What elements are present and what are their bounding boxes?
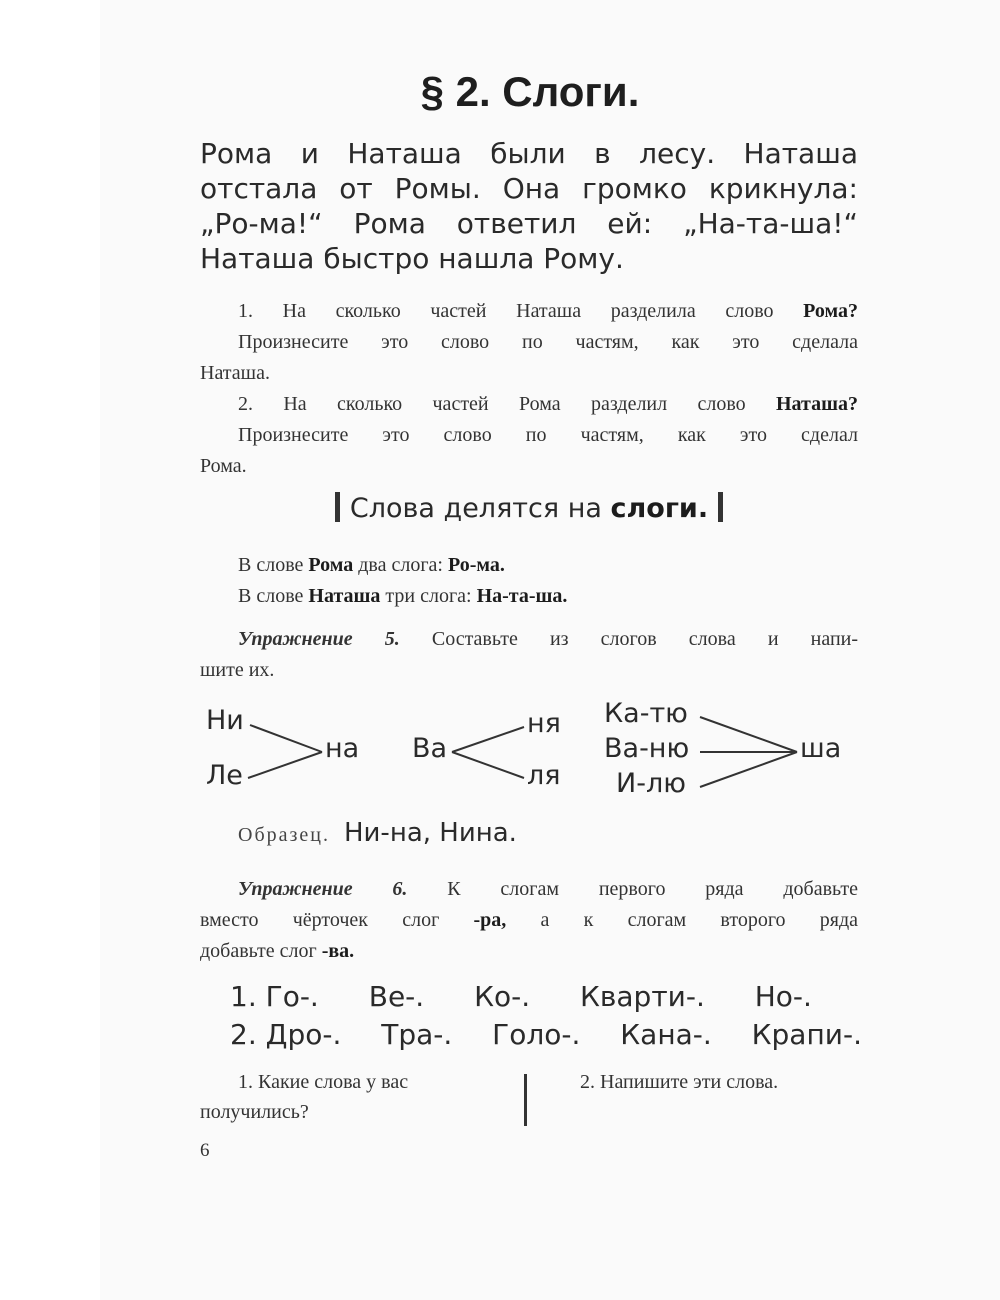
question-1-instruction: Произнесите это слово по частям, как это сделала	[238, 331, 858, 353]
story-line: „Ро-ма!“ Рома ответил ей: „На-та-ша!“	[200, 207, 858, 240]
example-line-2: В слове Наташа три слога: На-та-ша.	[238, 585, 568, 607]
section-title: § 2. Слоги.	[420, 68, 640, 115]
question-2-instruction: Произнесите это слово по частям, как это сделал	[238, 424, 858, 446]
syllable-ni: Ни	[206, 705, 244, 736]
syllable-lya: ля	[527, 760, 561, 791]
exercise-6-line-3: добавьте слог -ва.	[200, 940, 355, 962]
syllable-ilyu: И-лю	[616, 768, 686, 799]
row-2-item: 2. Дро-.	[230, 1018, 342, 1051]
row-1-item: Ве-.	[368, 980, 425, 1013]
exercise-6-line-2: вместо чёрточек слог -ра, а к слогам второго ряда	[200, 909, 859, 931]
question-2-instruction-end: Рома.	[200, 455, 247, 477]
question-2-word: Наташа?	[776, 393, 858, 415]
row-1-item: Но-.	[754, 980, 812, 1013]
exercise-6-line: Упражнение 6. К слогам первого ряда добавьте	[200, 874, 858, 905]
rule-text: Слова делятся на	[349, 493, 602, 524]
sample-label: Образец.	[238, 824, 330, 846]
exercise-6-heading: Упражнение 6.	[238, 878, 408, 900]
story-line: Рома и Наташа были в лесу. Наташа	[200, 137, 858, 170]
row-1-item: Ко-.	[474, 980, 531, 1013]
connector-ni-na	[250, 725, 322, 752]
syllable-va: Ва	[412, 733, 448, 764]
sample-value: Ни-на, Нина.	[343, 818, 517, 848]
syllable-row-2	[230, 1018, 862, 1051]
syllable-nya: ня	[527, 708, 561, 739]
connector-ilyu-sha	[700, 752, 797, 787]
row-1-item: Кварти-.	[580, 980, 705, 1013]
sample-line	[238, 818, 517, 848]
final-question-1: 1. Какие слова у вас	[238, 1071, 409, 1093]
syllable-sha: ша	[800, 733, 842, 764]
story-line: отстала от Ромы. Она громко крикнула:	[200, 172, 858, 205]
rule-bold: слоги.	[610, 493, 709, 524]
exercise-5-line: Упражнение 5. Составьте из слогов слова и напи-	[200, 624, 858, 655]
story-line: Наташа быстро нашла Рому.	[200, 242, 624, 275]
exercise-5-line-end: шите их.	[200, 659, 275, 681]
syllable-le: Ле	[206, 760, 243, 791]
connector-le-na	[248, 752, 322, 778]
row-2-item: Голо-.	[492, 1018, 581, 1051]
exercise-5-heading: Упражнение 5.	[238, 628, 400, 650]
final-question-2: 2. Напишите эти слова.	[580, 1071, 779, 1093]
row-1-item: 1. Го-.	[230, 980, 319, 1013]
connector-va-nya	[452, 727, 524, 752]
example-line-1: В слове Рома два слога: Ро-ма.	[238, 554, 505, 576]
connector-katyu-sha	[700, 717, 797, 752]
column-divider	[524, 1074, 527, 1126]
question-1-instruction-end: Наташа.	[200, 362, 270, 384]
connector-va-lya	[452, 752, 524, 778]
question-1-word: Рома?	[803, 300, 858, 322]
syllable-row-1	[230, 980, 862, 1013]
row-2-item: Кана-.	[620, 1018, 712, 1051]
row-2-item: Крапи-.	[751, 1018, 862, 1051]
syllable-vanyu: Ва-ню	[604, 733, 690, 764]
final-question-1-end: получились?	[200, 1101, 309, 1123]
syllable-na: на	[325, 733, 360, 764]
exercise-6	[200, 874, 858, 967]
question-1: 1. На сколько частей Наташа разделила слово Рома?	[238, 300, 858, 322]
page-number: 6	[200, 1140, 210, 1161]
row-2-item: Тра-.	[381, 1018, 453, 1051]
question-2: 2. На сколько частей Рома разделил слово Наташа?	[238, 393, 858, 415]
syllable-katyu: Ка-тю	[604, 698, 688, 729]
